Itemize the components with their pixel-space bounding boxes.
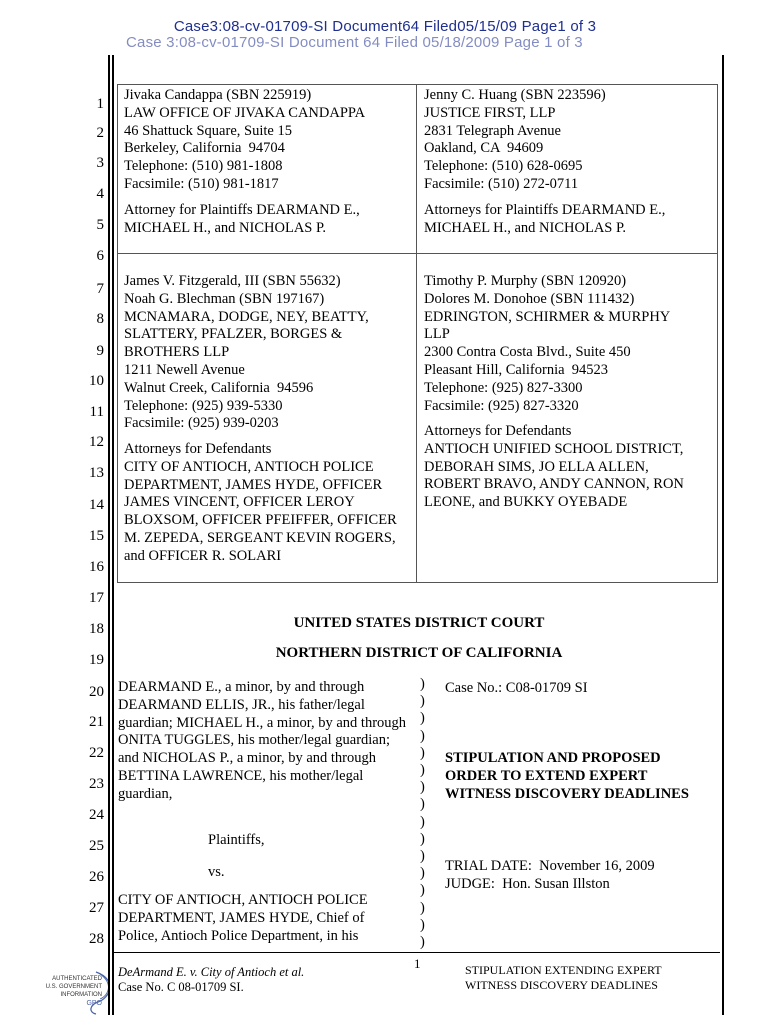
line-number: 19 [89,652,104,668]
text-line: 46 Shattuck Square, Suite 15 [124,122,292,139]
line-number: 6 [96,248,104,264]
footer-case-number: Case No. C 08-01709 SI. [118,980,244,994]
text-line: BROTHERS LLP [124,344,230,361]
caption-paren: ) [420,744,425,761]
filing-header-text: Case3:08-cv-01709-SI Document64 Filed05/15/09 Page1 of 3 [173,18,597,35]
text-line: Berkeley, California 94704 [124,140,285,157]
text-line: DEARMAND E., a minor, by and through [118,679,365,695]
counsel-table-vdivider [416,84,417,582]
court-name: UNITED STATES DISTRICT COURT [293,615,545,631]
document-title [445,750,689,803]
line-number: 26 [89,869,104,885]
seal-text-2: U.S. GOVERNMENT [45,984,102,990]
line-number: 23 [89,776,104,792]
text-line: ORDER TO EXTEND EXPERT [445,767,648,784]
text-line: JAMES VINCENT, OFFICER LEROY [124,494,355,511]
case-number: Case No.: C08-01709 SI [445,680,588,696]
text-line: Attorney for Plaintiffs DEARMAND E., [124,202,360,218]
text-line: Walnut Creek, California 94596 [124,379,314,396]
caption-vs: vs. [208,864,225,880]
text-line: James V. Fitzgerald, III (SBN 55632) [124,273,341,289]
text-line: CITY OF ANTIOCH, ANTIOCH POLICE [118,892,368,908]
caption-paren: ) [420,796,425,813]
line-number: 17 [89,590,104,606]
caption-plaintiffs [118,679,406,804]
text-line: SLATTERY, PFALZER, BORGES & [124,326,343,343]
text-line: STIPULATION AND PROPOSED [445,750,661,766]
gpo-authentication-seal [30,968,108,1016]
text-line: EDRINGTON, SCHIRMER & MURPHY [424,308,671,325]
filing-header-ghost-text: Case 3:08-cv-01709-SI Document 64 Filed 05/18/2009 Page 1 of 3 [126,34,583,51]
text-line: Timothy P. Murphy (SBN 120920) [424,273,627,289]
text-line: guardian, [118,785,173,802]
caption-paren: ) [420,693,425,710]
text-line: Telephone: (510) 628-0695 [424,158,583,175]
text-line: Telephone: (925) 827-3300 [424,379,583,396]
defense-counsel-edrington-role [424,423,684,512]
text-line: BETTINA LAWRENCE, his mother/legal [118,767,364,784]
line-number: 4 [96,186,104,202]
caption-paren: ) [420,779,425,796]
text-line: Facsimile: (925) 939-0203 [124,415,279,432]
text-line: Pleasant Hill, California 94523 [424,361,609,378]
page-number: 1 [414,956,421,971]
line-number: 14 [89,497,104,513]
line-number: 7 [96,281,104,297]
text-line: M. ZEPEDA, SERGEANT KEVIN ROGERS, [124,529,396,546]
left-margin-rule-1 [108,55,110,1015]
counsel-table-hdivider [117,253,717,254]
text-line: Attorneys for Plaintiffs DEARMAND E., [424,202,666,218]
text-line: BLOXSOM, OFFICER PFEIFFER, OFFICER [124,512,397,529]
seal-text-1: AUTHENTICATED [52,976,102,982]
text-line: DEPARTMENT, JAMES HYDE, Chief of [118,909,365,926]
text-line: 2831 Telegraph Avenue [424,122,561,139]
court-district: NORTHERN DISTRICT OF CALIFORNIA [275,645,563,661]
footer-doc-title-2: WITNESS DISCOVERY DEADLINES [465,978,658,992]
line-number: 10 [89,373,104,389]
line-number: 24 [89,807,104,823]
text-line: MICHAEL H., and NICHOLAS P. [424,219,627,236]
text-line: Jivaka Candappa (SBN 225919) [124,87,312,103]
line-number: 20 [89,684,104,700]
defense-counsel-mcnamara-role [124,441,397,566]
seal-text-3: INFORMATION [60,992,102,998]
right-margin-rule [722,55,724,1015]
caption-paren: ) [420,916,425,933]
text-line: Police, Antioch Police Department, in his [118,927,359,944]
text-line: ROBERT BRAVO, ANDY CANNON, RON [424,476,684,493]
line-number: 1 [96,96,104,112]
text-line: and NICHOLAS P., a minor, by and through [118,750,376,767]
text-line: guardian; MICHAEL H., a minor, by and through [118,714,407,731]
text-line: 1211 Newell Avenue [124,361,245,378]
caption-defendants [118,892,368,945]
defense-counsel-edrington [424,273,670,415]
caption-plaintiffs-label: Plaintiffs, [208,832,265,848]
plaintiff-counsel-huang-role [424,202,665,238]
text-line: Noah G. Blechman (SBN 197167) [124,290,325,307]
line-number: 8 [96,311,104,327]
text-line: Facsimile: (925) 827-3320 [424,397,579,414]
footer-rule [114,952,720,953]
caption-paren: ) [420,830,425,847]
text-line: 2300 Contra Costa Blvd., Suite 450 [424,344,631,361]
line-number: 21 [89,714,104,730]
text-line: LAW OFFICE OF JIVAKA CANDAPPA [124,104,366,121]
text-line: Dolores M. Donohoe (SBN 111432) [424,290,635,307]
seal-text-4: GPO [86,1000,102,1007]
line-number: 5 [96,217,104,233]
footer-doc-title-1: STIPULATION EXTENDING EXPERT [465,963,662,977]
text-line: Jenny C. Huang (SBN 223596) [424,87,606,103]
text-line: LEONE, and BUKKY OYEBADE [424,494,628,511]
left-margin-rule-2 [112,55,114,1015]
line-number: 22 [89,745,104,761]
line-number: 13 [89,465,104,481]
caption-paren: ) [420,710,425,727]
text-line: and OFFICER R. SOLARI [124,547,282,564]
text-line: Facsimile: (510) 272-0711 [424,175,579,192]
text-line: Attorneys for Defendants [424,423,572,439]
line-number: 3 [96,155,104,171]
text-line: Telephone: (925) 939-5330 [124,397,283,414]
plaintiff-counsel-huang [424,87,606,194]
line-number: 12 [89,434,104,450]
trial-date: TRIAL DATE: November 16, 2009 [445,858,655,874]
caption-paren: ) [420,762,425,778]
caption-paren: ) [420,848,425,864]
filing-header [0,18,770,51]
text-line: WITNESS DISCOVERY DEADLINES [445,785,689,802]
text-line: DEARMAND ELLIS, JR., his father/legal [118,696,365,713]
text-line: LLP [424,326,450,343]
line-number: 27 [89,900,104,916]
text-line: MCNAMARA, DODGE, NEY, BEATTY, [124,308,369,325]
text-line: DEBORAH SIMS, JO ELLA ALLEN, [424,458,649,475]
caption-paren: ) [420,934,425,950]
text-line: Attorneys for Defendants [124,441,272,457]
caption-paren: ) [420,727,425,744]
text-line: ANTIOCH UNIFIED SCHOOL DISTRICT, [424,440,684,457]
line-number: 15 [89,528,104,544]
line-number: 9 [96,343,104,359]
text-line: Telephone: (510) 981-1808 [124,158,283,175]
caption-paren: ) [420,882,425,899]
line-number: 16 [89,559,104,575]
plaintiff-counsel-candappa-role [124,202,360,238]
text-line: Oakland, CA 94609 [424,140,544,157]
text-line: MICHAEL H., and NICHOLAS P. [124,219,327,236]
text-line: JUSTICE FIRST, LLP [424,104,556,121]
judge: JUDGE: Hon. Susan Illston [445,876,610,892]
footer-case-caption: DeArmand E. v. City of Antioch et al. [118,965,305,979]
line-number: 2 [96,125,104,141]
caption-paren: ) [420,899,425,916]
line-number: 28 [89,931,104,947]
text-line: Facsimile: (510) 981-1817 [124,175,279,192]
defense-counsel-mcnamara [124,273,369,433]
text-line: ONITA TUGGLES, his mother/legal guardian; [118,732,391,749]
plaintiff-counsel-candappa [124,87,365,194]
line-number: 11 [89,404,104,420]
caption-paren: ) [420,676,425,692]
line-number: 25 [89,838,104,854]
text-line: CITY OF ANTIOCH, ANTIOCH POLICE [124,458,374,475]
caption-paren: ) [420,813,425,830]
caption-paren: ) [420,865,425,882]
line-number: 18 [89,621,104,637]
text-line: DEPARTMENT, JAMES HYDE, OFFICER [124,476,383,493]
